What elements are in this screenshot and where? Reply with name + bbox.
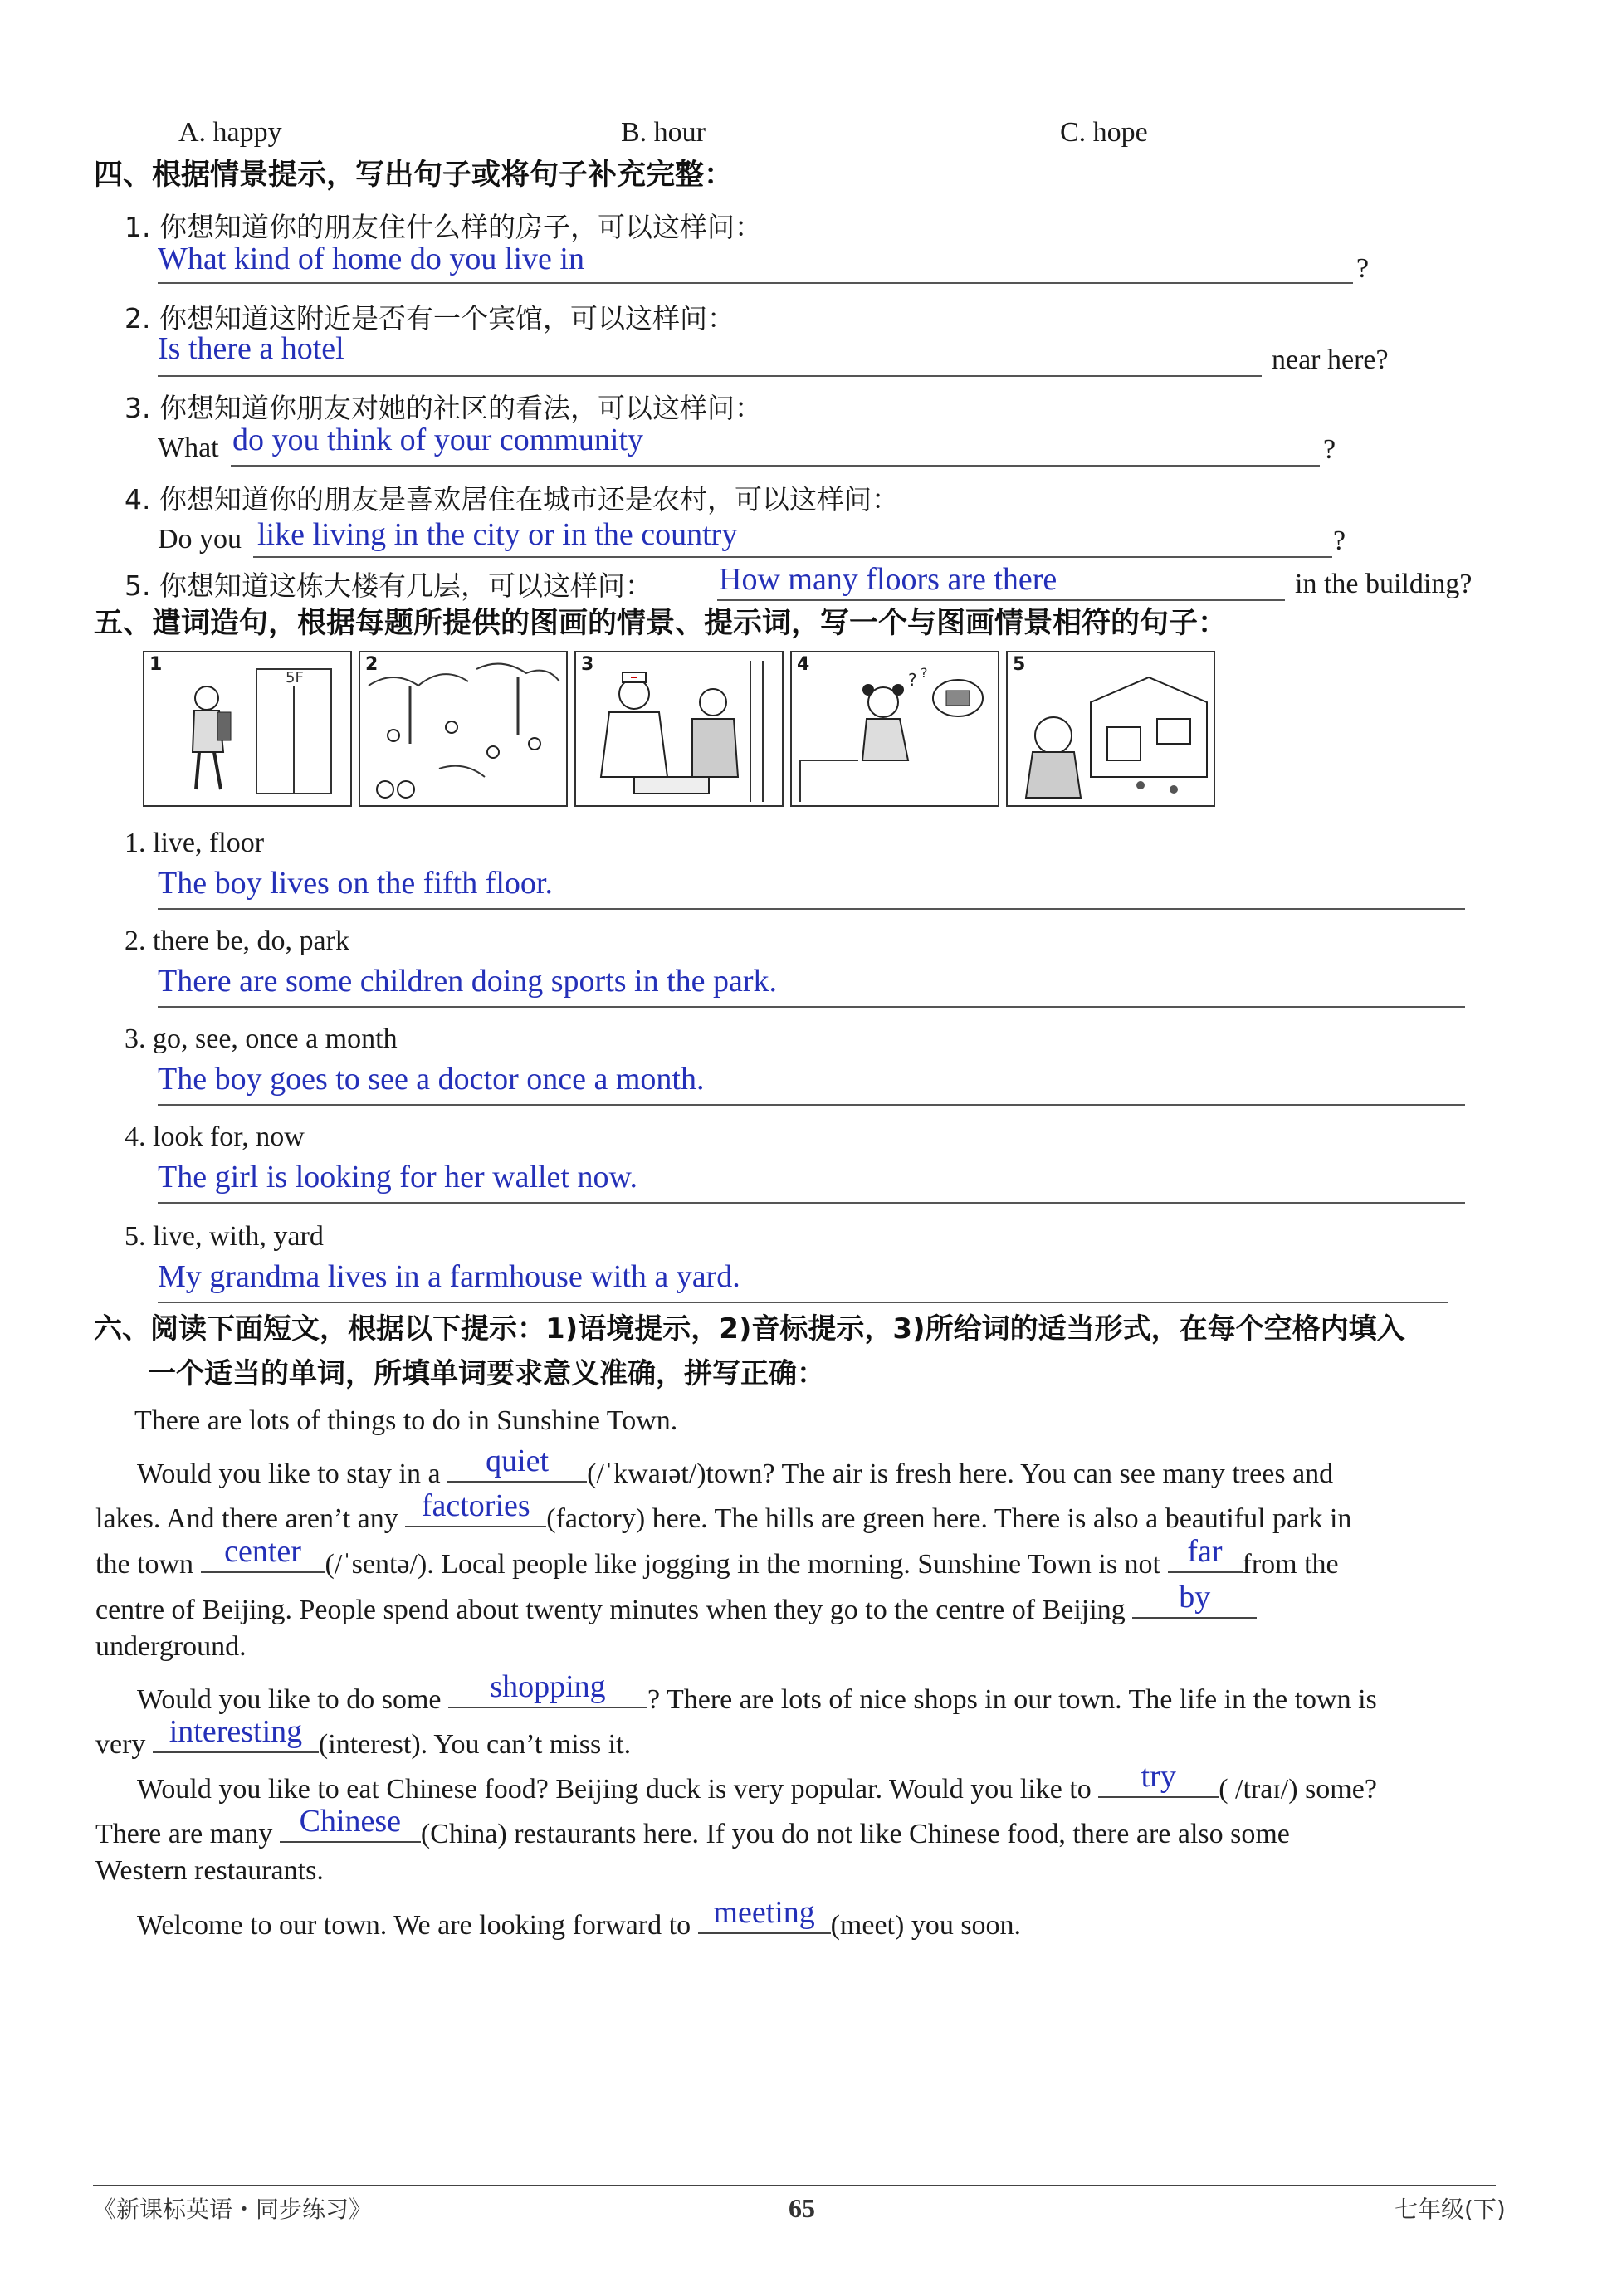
sec4-q2: 2. 你想知道这附近是否有一个宾馆，可以这样问： — [125, 302, 735, 335]
sec4-a2: Is there a hotel — [158, 331, 344, 366]
answer-line — [158, 282, 1353, 284]
picture-number: 5 — [1013, 654, 1026, 675]
answer-line — [158, 375, 1262, 377]
answer-line — [253, 556, 1332, 558]
answer-line — [717, 599, 1285, 601]
answer-line — [231, 465, 1320, 467]
sec4-s2: near here? — [1272, 344, 1389, 375]
passage-line-6: underground. — [95, 1631, 247, 1662]
picture-1 — [143, 651, 352, 807]
sec5-answer-5: My grandma lives in a farmhouse with a yard. — [158, 1259, 740, 1294]
picture-number: 1 — [149, 654, 163, 675]
grandma-farmhouse-illustration — [1008, 652, 1214, 805]
section-5-title: 五、遣词造句，根据每题所提供的图画的情景、提示词，写一个与图画情景相符的句子： — [94, 607, 1228, 640]
sec4-a4: like living in the city or in the country — [257, 517, 738, 552]
sec5-answer-3: The boy goes to see a doctor once a month. — [158, 1062, 705, 1097]
picture-number: 2 — [365, 654, 379, 675]
picture-3 — [574, 651, 784, 807]
sec5-prompt-5: 5. live, with, yard — [125, 1221, 324, 1252]
passage-line-12: Welcome to our town. We are looking forward to meeting (meet) you soon. — [137, 1895, 1022, 1941]
section-6-title-line-1: 六、阅读下面短文，根据以下提示：1)语境提示，2)音标提示，3)所给词的适当形式，在每个空格内填入 — [94, 1312, 1405, 1346]
passage-line-3: lakes. And there aren’t any factories (factory) here. The hills are green here. There is also a beautiful park in — [95, 1488, 1352, 1534]
sec4-q3: 3. 你想知道你朋友对她的社区的看法，可以这样问： — [125, 392, 762, 424]
footer-grade: 七年级(下) — [1395, 2196, 1506, 2223]
footer-book-title: 《新课标英语・同步练习》 — [93, 2196, 373, 2223]
doctor-boy-illustration — [576, 652, 782, 805]
sec4-a3: do you think of your community — [232, 423, 644, 457]
sec4-a5: How many floors are there — [719, 562, 1057, 597]
svg-text:?: ? — [908, 670, 917, 690]
sec5-answer-1: The boy lives on the fifth floor. — [158, 866, 553, 901]
sec4-p3: What — [158, 432, 219, 463]
picture-2 — [359, 651, 568, 807]
answer-line — [158, 1006, 1465, 1008]
picture-number: 3 — [581, 654, 594, 675]
floor-sign: 5F — [286, 669, 304, 686]
blank-10[interactable]: meeting — [698, 1901, 831, 1934]
option-c: C. hope — [1060, 117, 1148, 148]
blank-6[interactable]: shopping — [448, 1675, 647, 1708]
blank-9[interactable]: Chinese — [280, 1810, 421, 1843]
section-4-title: 四、根据情景提示，写出句子或将句子补充完整： — [94, 159, 734, 192]
passage-line-10: There are many Chinese (China) restaurants here. If you do not like Chinese food, there are also some — [95, 1804, 1290, 1849]
passage-line-5: centre of Beijing. People spend about twenty minutes when they go to the centre of Beijing by — [95, 1585, 1257, 1627]
section-6-title-line-2: 一个适当的单词，所填单词要求意义准确，拼写正确： — [148, 1357, 825, 1390]
passage-line-7: Would you like to do some shopping ? There are lots of nice shops in our town. The life in the town is — [137, 1669, 1377, 1715]
sec4-p4: Do you — [158, 524, 242, 554]
sec5-answer-4: The girl is looking for her wallet now. — [158, 1160, 637, 1194]
answer-line — [158, 1104, 1465, 1106]
sec5-prompt-3: 3. go, see, once a month — [125, 1023, 398, 1054]
page-number: 65 — [789, 2193, 815, 2223]
sec4-s1: ? — [1356, 253, 1370, 284]
sec5-prompt-4: 4. look for, now — [125, 1121, 305, 1152]
sec4-s3: ? — [1323, 434, 1336, 465]
passage-line-8: very interesting (interest). You can’t miss it. — [95, 1714, 632, 1760]
sec4-q4: 4. 你想知道你的朋友是喜欢居住在城市还是农村，可以这样问： — [125, 483, 899, 515]
passage-line-11: Western restaurants. — [95, 1855, 324, 1886]
boy-elevator-illustration — [144, 652, 350, 805]
sec5-answer-2: There are some children doing sports in the park. — [158, 964, 778, 999]
sec4-s4: ? — [1333, 525, 1346, 556]
blank-4[interactable]: far — [1168, 1540, 1243, 1573]
sec4-a1: What kind of home do you live in — [158, 242, 584, 276]
blank-8[interactable]: try — [1098, 1765, 1219, 1798]
picture-number: 4 — [797, 654, 810, 675]
answer-line — [158, 1202, 1465, 1204]
passage-line-9: Would you like to eat Chinese food? Beijing duck is very popular. Would you like to try ( /traɪ/) some? — [137, 1759, 1377, 1805]
sec4-q1: 1. 你想知道你的朋友住什么样的房子，可以这样问： — [125, 211, 762, 243]
option-a: A. happy — [178, 117, 282, 148]
passage-line-2: Would you like to stay in a quiet (/ˈkwaɪət/)town? The air is fresh here. You can see many trees and — [137, 1444, 1334, 1489]
blank-7[interactable]: interesting — [153, 1720, 319, 1753]
svg-text:?: ? — [921, 665, 928, 681]
sec5-prompt-2: 2. there be, do, park — [125, 926, 349, 956]
picture-4 — [790, 651, 999, 807]
blank-1[interactable]: quiet — [447, 1449, 587, 1483]
park-children-illustration — [360, 652, 566, 805]
blank-2[interactable]: factories — [405, 1494, 546, 1527]
answer-line — [158, 908, 1465, 910]
passage-line-1: There are lots of things to do in Sunshine Town. — [134, 1405, 678, 1436]
option-b: B. hour — [621, 117, 706, 148]
footer-rule — [93, 2185, 1496, 2186]
girl-wallet-illustration — [792, 652, 998, 805]
answer-line — [158, 1302, 1448, 1303]
blank-3[interactable]: center — [201, 1540, 325, 1573]
blank-5[interactable]: by — [1132, 1585, 1257, 1619]
sec4-s5: in the building? — [1295, 569, 1473, 599]
picture-5 — [1006, 651, 1215, 807]
passage-line-4: the town center (/ˈsentə/). Local people like jogging in the morning. Sunshine Town is not far from the — [95, 1534, 1339, 1580]
sec5-prompt-1: 1. live, floor — [125, 828, 265, 858]
sec4-q5: 5. 你想知道这栋大楼有几层，可以这样问： — [125, 569, 652, 602]
